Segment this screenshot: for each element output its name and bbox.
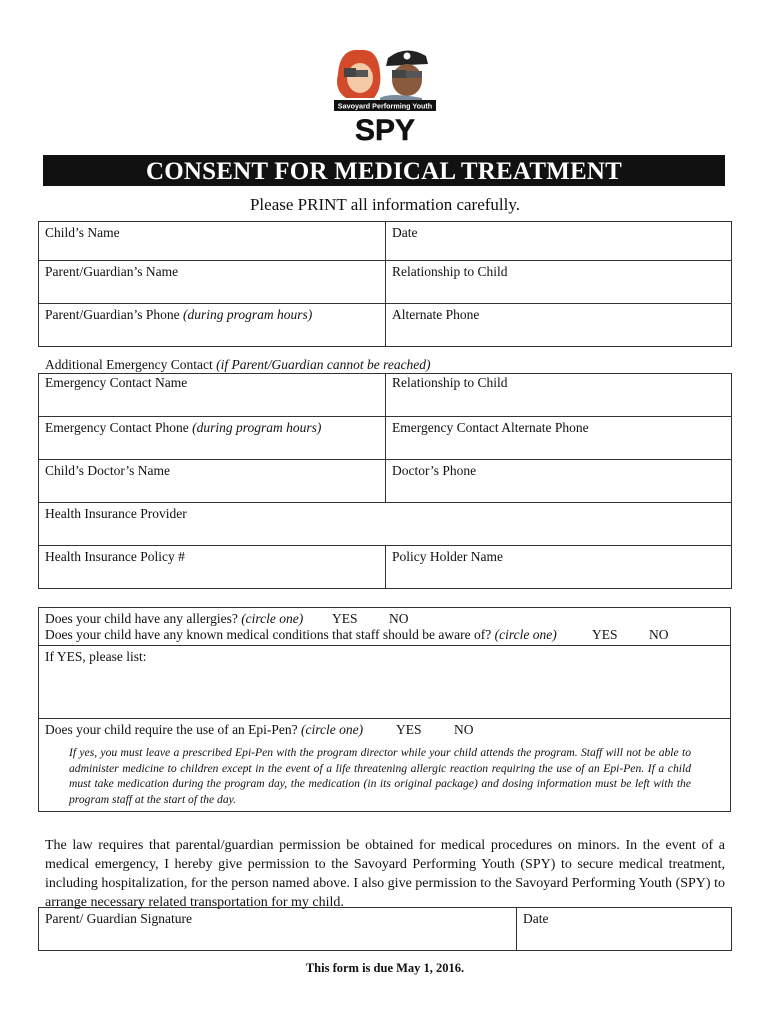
guardian-name-field[interactable] bbox=[39, 261, 386, 304]
childs-name-field[interactable] bbox=[39, 222, 386, 261]
divider bbox=[38, 718, 731, 719]
guardian-info-table bbox=[38, 221, 732, 347]
signature-date-field[interactable] bbox=[517, 908, 732, 951]
table-row bbox=[39, 546, 732, 589]
epipen-no-option[interactable]: NO bbox=[454, 722, 474, 737]
table-row bbox=[39, 417, 732, 460]
field-label: Emergency Contact Name bbox=[45, 375, 188, 390]
guardian-phone-field[interactable] bbox=[39, 304, 386, 347]
allergies-no-option[interactable]: NO bbox=[389, 611, 409, 626]
page-subtitle: Please PRINT all information carefully. bbox=[249, 195, 521, 214]
epipen-yes-option[interactable]: YES bbox=[396, 722, 422, 737]
field-label: Health Insurance Policy # bbox=[45, 549, 185, 564]
field-label: Alternate Phone bbox=[392, 307, 480, 322]
allergies-yes-option[interactable]: YES bbox=[332, 611, 358, 626]
doctor-phone-field[interactable] bbox=[386, 460, 732, 503]
table-row bbox=[39, 460, 732, 503]
policy-holder-field[interactable] bbox=[386, 546, 732, 589]
doctor-name-field[interactable] bbox=[39, 460, 386, 503]
signature-table bbox=[38, 907, 732, 951]
field-label: Emergency Contact Alternate Phone bbox=[392, 420, 589, 435]
field-label: Doctor’s Phone bbox=[392, 463, 477, 478]
field-label: Parent/Guardian’s Phone bbox=[45, 307, 183, 322]
field-label: Health Insurance Provider bbox=[45, 506, 187, 521]
logo-org-name: Savoyard Performing Youth bbox=[337, 101, 433, 111]
emergency-phone-field[interactable] bbox=[39, 417, 386, 460]
field-note: (during program hours) bbox=[182, 307, 313, 322]
insurance-provider-field[interactable] bbox=[39, 503, 732, 546]
field-label: Policy Holder Name bbox=[392, 549, 503, 564]
table-row bbox=[39, 261, 732, 304]
conditions-yes-option[interactable]: YES bbox=[592, 627, 618, 642]
emergency-relationship-field[interactable] bbox=[386, 374, 732, 417]
table-row bbox=[39, 304, 732, 347]
emergency-heading: Additional Emergency Contact (if Parent/Guardian cannot be reached) bbox=[45, 357, 431, 372]
field-label: Date bbox=[523, 911, 549, 926]
field-label: Relationship to Child bbox=[392, 375, 508, 390]
field-label: Parent/Guardian’s Name bbox=[45, 264, 179, 279]
epipen-question: Does your child require the use of an Epi-Pen? (circle one) bbox=[45, 722, 364, 737]
divider bbox=[38, 645, 731, 646]
table-row bbox=[39, 908, 732, 951]
field-label: Date bbox=[392, 225, 418, 240]
if-yes-list-label: If YES, please list: bbox=[45, 649, 147, 664]
conditions-question: Does your child have any known medical conditions that staff should be aware of? (circle one) bbox=[45, 627, 557, 642]
page-title: CONSENT FOR MEDICAL TREATMENT bbox=[43, 155, 725, 186]
epipen-instructions: If yes, you must leave a prescribed Epi-Pen with the program director while your child attends the program. Staff will not be able to administer medicine to children except in the event of a life threatening allergic reaction requiring the use of an Epi-Pen. If a child must take medication during the program day, the medication (in its original package) and dosing information must be left with the program staff at the start of the day. bbox=[69, 746, 691, 806]
logo-acronym: SPY bbox=[354, 114, 416, 144]
table-row bbox=[39, 222, 732, 261]
field-label: Child’s Name bbox=[45, 225, 120, 240]
relationship-field[interactable] bbox=[386, 261, 732, 304]
field-label: Relationship to Child bbox=[392, 264, 508, 279]
table-row bbox=[39, 503, 732, 546]
conditions-no-option[interactable]: NO bbox=[649, 627, 669, 642]
alternate-phone-field[interactable] bbox=[386, 304, 732, 347]
spy-logo bbox=[330, 44, 440, 144]
field-label: Child’s Doctor’s Name bbox=[45, 463, 170, 478]
date-field[interactable] bbox=[386, 222, 732, 261]
policy-number-field[interactable] bbox=[39, 546, 386, 589]
table-row bbox=[39, 374, 732, 417]
due-date-notice: This form is due May 1, 2016. bbox=[305, 961, 465, 975]
consent-statement: The law requires that parental/guardian permission be obtained for medical procedures on minors. In the event of a medical emergency, I hereby give permission to the Savoyard Performing Youth (SPY) to secure medical treatment, including hospitalization, for the person named above. I also give permission to the Savoyard Performing Youth (SPY) to arrange necessary related transportation for my child. bbox=[45, 838, 725, 910]
allergies-question: Does your child have any allergies? (circle one) bbox=[45, 611, 304, 626]
field-note: (during program hours) bbox=[192, 420, 322, 435]
emergency-alt-phone-field[interactable] bbox=[386, 417, 732, 460]
field-label: Emergency Contact Phone bbox=[45, 420, 193, 435]
emergency-name-field[interactable] bbox=[39, 374, 386, 417]
signature-field[interactable] bbox=[39, 908, 517, 951]
field-label: Parent/ Guardian Signature bbox=[45, 911, 192, 926]
conditions-list-area[interactable] bbox=[39, 666, 730, 717]
emergency-info-table bbox=[38, 373, 732, 589]
